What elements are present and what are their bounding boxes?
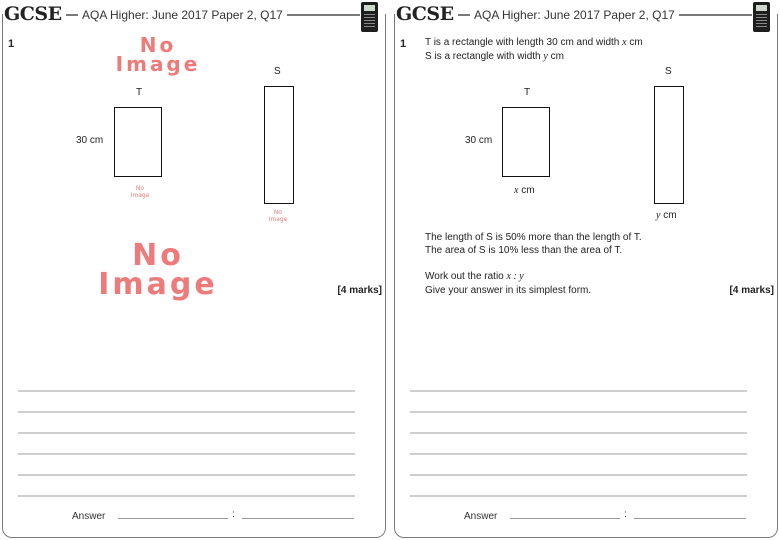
ratio-separator: : (624, 509, 627, 520)
task-ratio: Work out the ratio x : y (425, 271, 524, 282)
answer-field-y[interactable] (634, 518, 746, 519)
rectangle-s (654, 86, 684, 204)
calculator-icon (753, 2, 770, 32)
label-t: T (524, 87, 531, 98)
no-image-placeholder-small: No Image (268, 209, 288, 223)
slide-right (394, 0, 778, 540)
answer-line[interactable] (18, 432, 355, 434)
calculator-icon (361, 2, 378, 32)
answer-line[interactable] (18, 411, 355, 413)
answer-line[interactable] (18, 474, 355, 476)
label-s: S (274, 66, 281, 77)
answer-line[interactable] (18, 390, 355, 392)
rectangle-s (264, 86, 294, 204)
marks-label: [4 marks] (337, 285, 382, 296)
answer-line[interactable] (410, 432, 747, 434)
length-t-label: 30 cm (76, 135, 104, 146)
question-intro-line1: T is a rectangle with length 30 cm and width x cm (425, 37, 643, 48)
width-t-label: x cm (514, 185, 535, 196)
no-image-placeholder: No Image (115, 33, 201, 76)
answer-line[interactable] (18, 495, 355, 497)
question-number: 1 (8, 38, 15, 50)
question-number: 1 (400, 38, 407, 50)
ratio-separator: : (232, 509, 235, 520)
gcse-logo: GCSE (396, 3, 458, 25)
no-image-placeholder-small: No Image (130, 185, 150, 199)
length-t-label: 30 cm (465, 135, 493, 146)
answer-field-x[interactable] (118, 518, 228, 519)
answer-line[interactable] (410, 474, 747, 476)
condition-area: The area of S is 10% less than the area of T. (425, 245, 623, 256)
answer-line[interactable] (18, 453, 355, 455)
answer-line[interactable] (410, 411, 747, 413)
answer-field-x[interactable] (510, 518, 620, 519)
marks-label: [4 marks] (729, 285, 774, 296)
answer-label: Answer (72, 511, 106, 522)
answer-line[interactable] (410, 390, 747, 392)
answer-label: Answer (464, 511, 498, 522)
width-s-label: y cm (656, 210, 677, 221)
gcse-logo: GCSE (4, 3, 66, 25)
header-title: AQA Higher: June 2017 Paper 2, Q17 (470, 8, 679, 22)
rectangle-t (502, 107, 550, 177)
label-t: T (136, 87, 143, 98)
answer-field-y[interactable] (242, 518, 354, 519)
answer-line[interactable] (410, 495, 747, 497)
answer-line[interactable] (410, 453, 747, 455)
question-intro-line2: S is a rectangle with width y cm (425, 51, 564, 62)
slide-left (2, 0, 386, 540)
task-simplest-form: Give your answer in its simplest form. (425, 285, 592, 296)
no-image-placeholder: No Image (98, 238, 218, 302)
condition-length: The length of S is 50% more than the length of T. (425, 232, 642, 243)
rectangle-t (114, 107, 162, 177)
header-title: AQA Higher: June 2017 Paper 2, Q17 (78, 8, 287, 22)
label-s: S (665, 66, 672, 77)
